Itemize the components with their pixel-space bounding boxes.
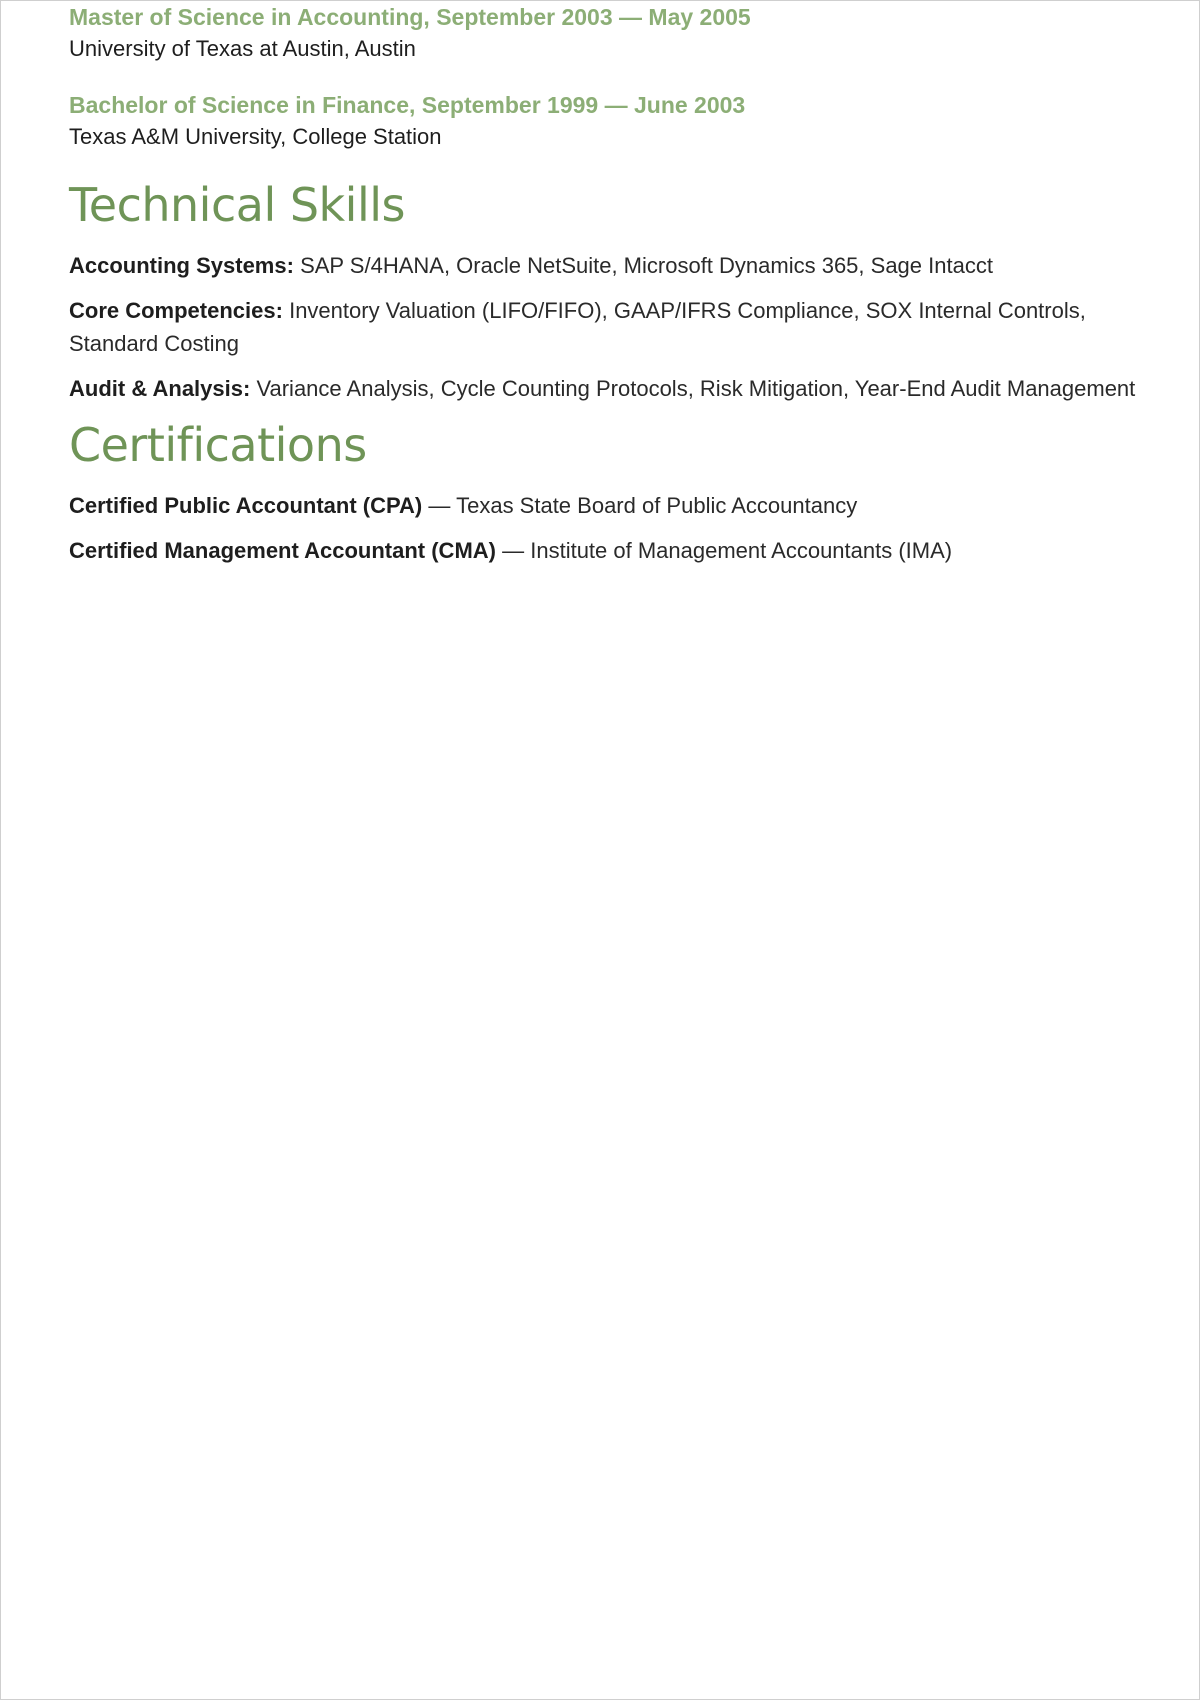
school-name: Texas A&M University, College Station (69, 124, 442, 149)
certification-item (69, 489, 1149, 522)
skill-label: Accounting Systems: (69, 253, 294, 278)
skill-value: Variance Analysis, Cycle Counting Protocols, Risk Mitigation, Year-End Audit Management (256, 376, 1136, 401)
education-entry (69, 1, 1149, 65)
skill-line (69, 249, 1149, 282)
section-heading-certifications: Certifications (69, 418, 367, 472)
section-heading-technical-skills: Technical Skills (69, 178, 405, 232)
certifications-section (69, 417, 1149, 567)
degree-title: Master of Science in Accounting, September 2003 — May 2005 (69, 4, 751, 30)
resume-content (69, 1, 1149, 579)
certification-item (69, 534, 1149, 567)
skill-value: Inventory Valuation (LIFO/FIFO), GAAP/IFRS Compliance, SOX Internal Controls, Standard Costing (69, 298, 1086, 356)
skill-label: Core Competencies: (69, 298, 283, 323)
certification-name: Certified Public Accountant (CPA) (69, 493, 423, 518)
skill-label: Audit & Analysis: (69, 376, 251, 401)
technical-skills-section (69, 177, 1149, 405)
certification-issuer: Texas State Board of Public Accountancy (456, 493, 858, 518)
certification-issuer: Institute of Management Accountants (IMA) (530, 538, 953, 563)
skill-line (69, 294, 1149, 360)
certification-separator: — (428, 493, 451, 518)
education-section (69, 1, 1149, 153)
certification-separator: — (502, 538, 525, 563)
skill-line (69, 372, 1149, 405)
degree-title: Bachelor of Science in Finance, September 1999 — June 2003 (69, 92, 746, 118)
skill-value: SAP S/4HANA, Oracle NetSuite, Microsoft Dynamics 365, Sage Intacct (300, 253, 993, 278)
certification-name: Certified Management Accountant (CMA) (69, 538, 496, 563)
school-name: University of Texas at Austin, Austin (69, 36, 416, 61)
education-entry (69, 89, 1149, 153)
